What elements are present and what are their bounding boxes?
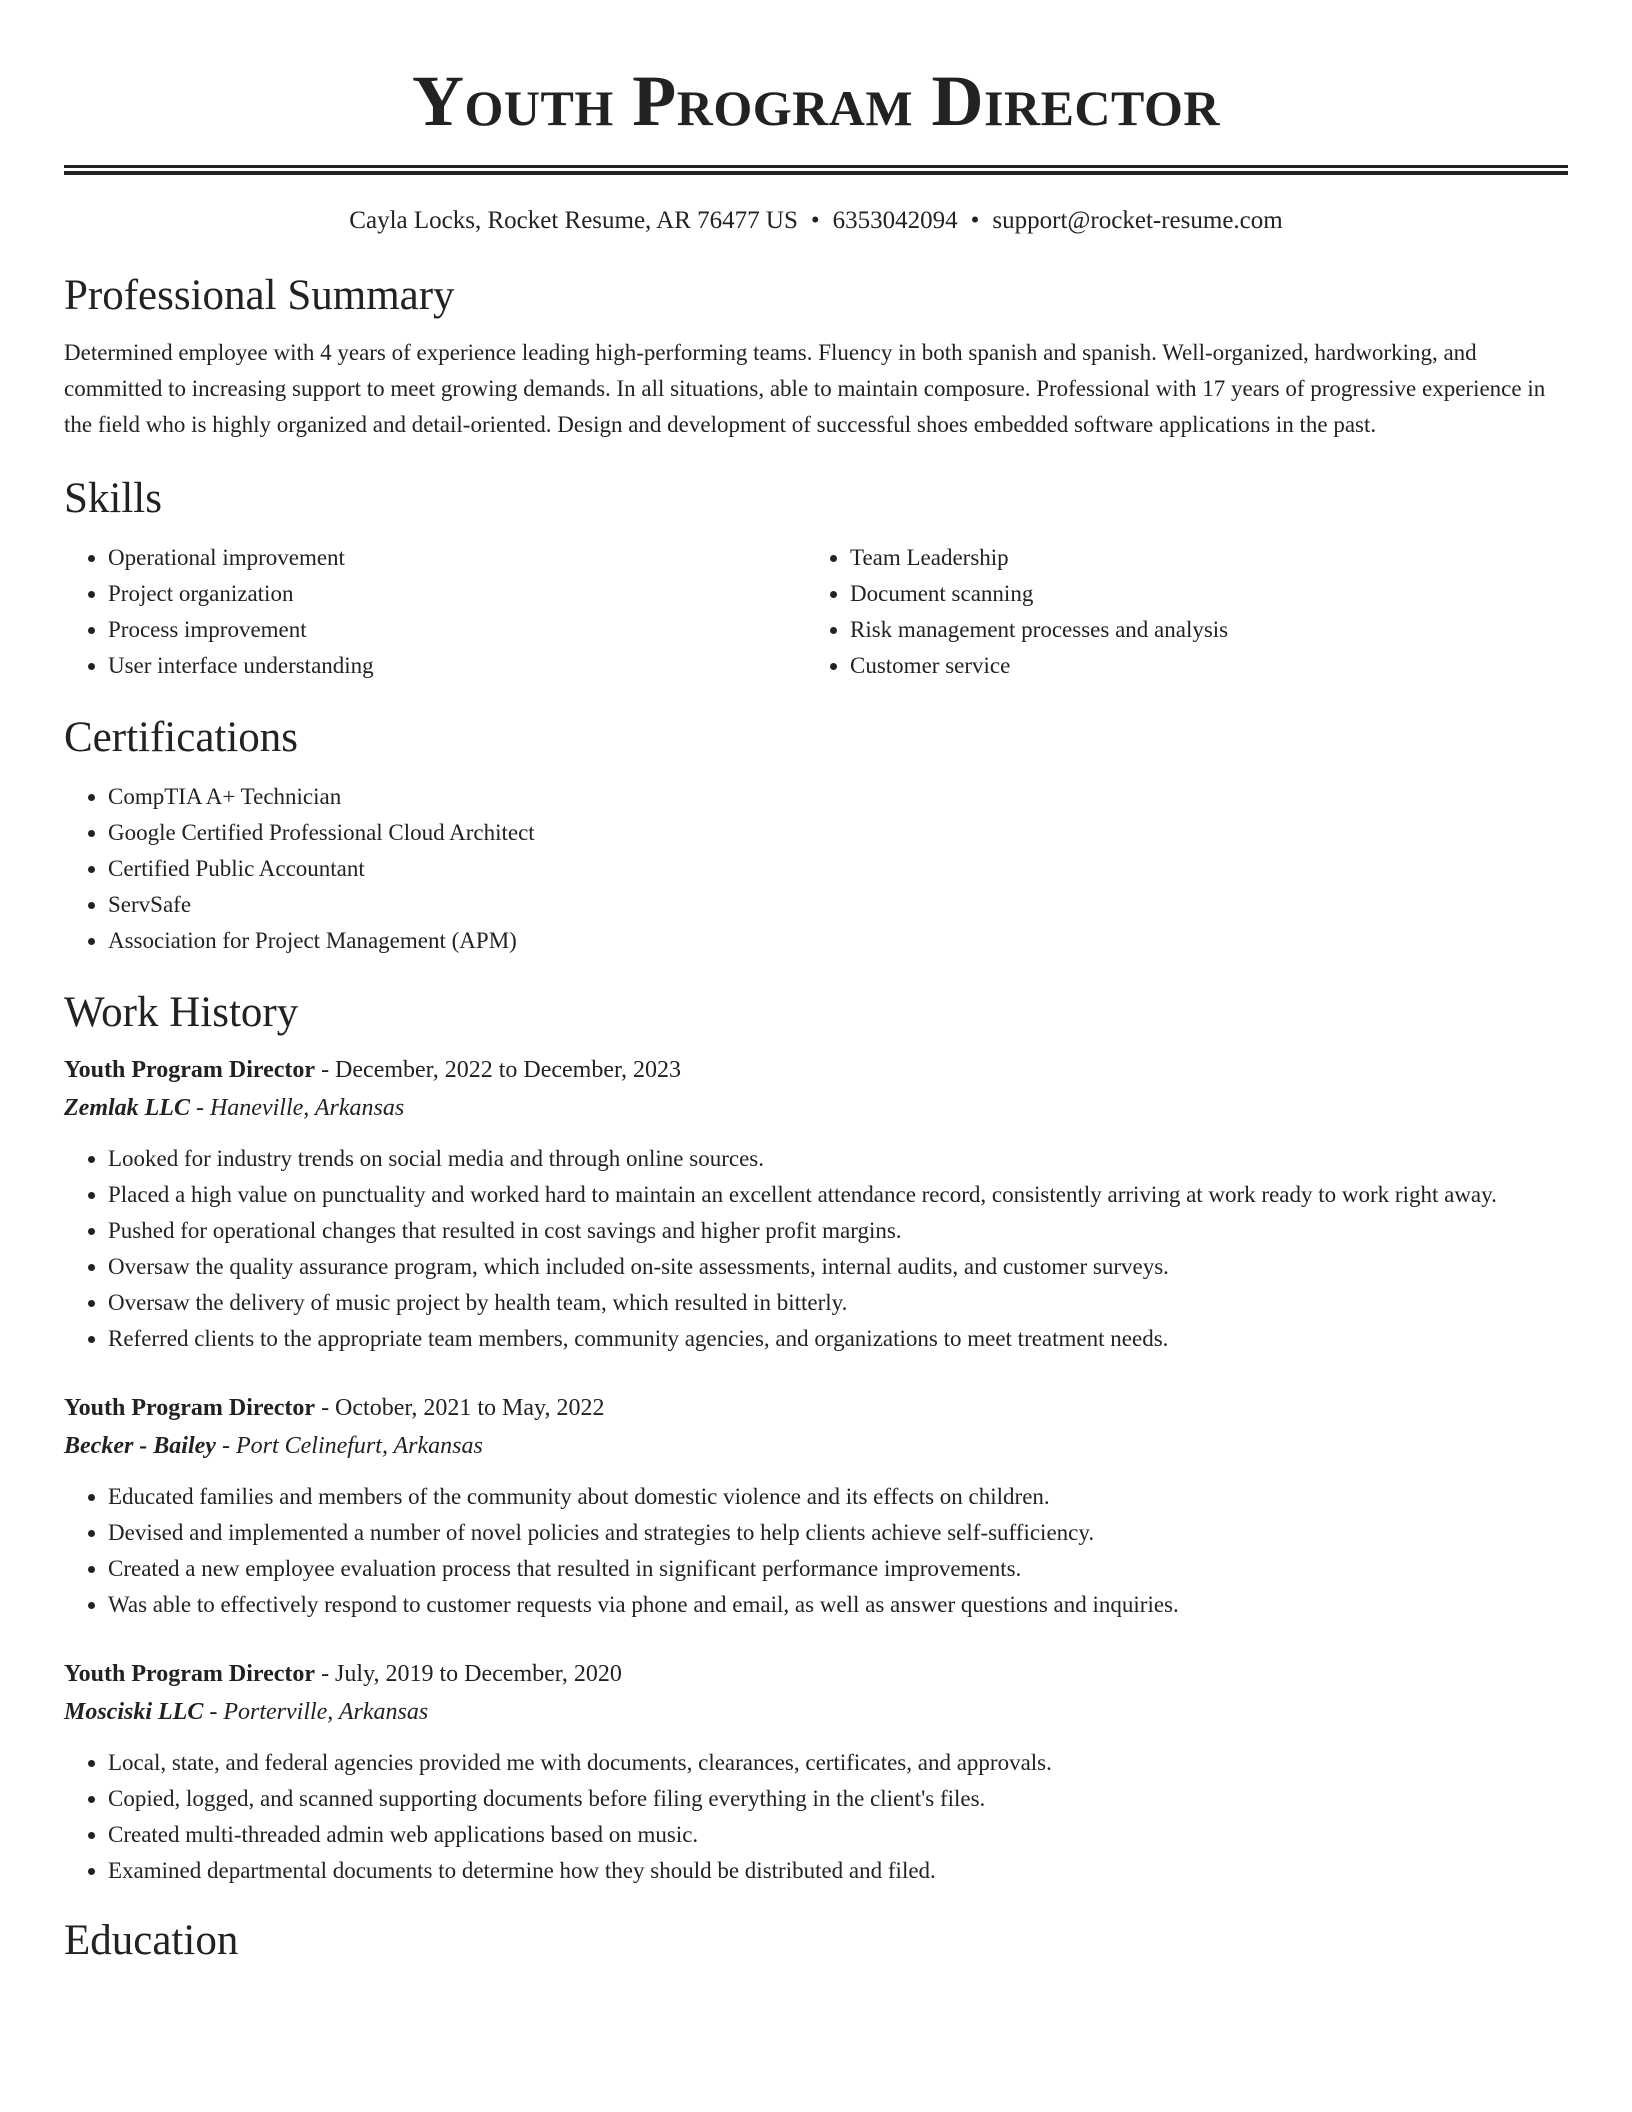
job-location: - Porterville, Arkansas [203,1699,429,1725]
summary-section [64,271,1568,443]
certifications-section [64,713,1568,959]
job-bullets [64,1479,1568,1623]
job-title: Youth Program Director [64,1057,316,1083]
job-bullet: • Referred clients to the appropriate team members, community agencies, and organizations to meet treatment needs. [108,1321,1568,1357]
certifications-list [64,779,1568,959]
contact-separator: • [970,207,980,234]
contact-email: support@rocket-resume.com [992,207,1283,234]
skill-item: • Team Leadership [850,540,1548,576]
job-location: - Haneville, Arkansas [189,1095,405,1121]
certification-item: • Google Certified Professional Cloud Architect [108,815,1568,851]
job-bullet: • Created a new employee evaluation process that resulted in significant performance improvements. [108,1551,1568,1587]
job-bullet: • Devised and implemented a number of novel policies and strategies to help clients achieve self-sufficiency. [108,1515,1568,1551]
skills-grid [64,540,1568,684]
job-title-line [64,1389,1568,1427]
title-divider [64,165,1568,175]
job-location: - Port Celinefurt, Arkansas [215,1433,483,1459]
job-entry [64,1655,1568,1889]
work-history-heading: Work History [64,989,299,1036]
skills-heading: Skills [64,475,162,522]
job-bullet: • Oversaw the delivery of music project by health team, which resulted in bitterly. [108,1285,1568,1321]
skill-item: • User interface understanding [108,648,806,684]
certification-item: • Association for Project Management (APM) [108,923,1568,959]
job-company: Becker - Bailey [64,1433,216,1459]
job-bullet: • Was able to effectively respond to customer requests via phone and email, as well as answer questions and inquiries. [108,1587,1568,1623]
job-title: Youth Program Director [64,1395,316,1421]
education-section [64,1916,1568,1966]
job-company: Zemlak LLC [64,1095,190,1121]
job-bullet: • Local, state, and federal agencies provided me with documents, clearances, certificates, and approvals. [108,1745,1568,1781]
job-bullet: • Pushed for operational changes that resulted in cost savings and higher profit margins. [108,1213,1568,1249]
skill-item: • Operational improvement [108,540,806,576]
job-title: Youth Program Director [64,1661,316,1687]
certification-item: • CompTIA A+ Technician [108,779,1568,815]
job-bullet: • Copied, logged, and scanned supporting documents before filing everything in the client's files. [108,1781,1568,1817]
contact-separator: • [810,207,820,234]
resume-title: Youth Program Director [412,61,1220,141]
job-company-line [64,1427,1568,1465]
work-history-section [64,988,1568,1889]
skills-section [64,474,1568,684]
skill-item: • Document scanning [850,576,1548,612]
skills-column-right [806,540,1548,684]
job-company: Mosciski LLC [64,1699,204,1725]
job-title-line [64,1655,1568,1693]
contact-address: Cayla Locks, Rocket Resume, AR 76477 US [349,207,798,234]
job-bullet: • Looked for industry trends on social media and through online sources. [108,1141,1568,1177]
job-bullet: • Examined departmental documents to determine how they should be distributed and filed. [108,1853,1568,1889]
job-bullet: • Educated families and members of the community about domestic violence and its effects on children. [108,1479,1568,1515]
contact-line [64,206,1568,236]
job-entry [64,1051,1568,1357]
job-bullet: • Placed a high value on punctuality and worked hard to maintain an excellent attendance record, consistently arriving at work ready to work right away. [108,1177,1568,1213]
skill-item: • Customer service [850,648,1548,684]
education-heading: Education [64,1917,239,1964]
job-company-line [64,1693,1568,1731]
skill-item: • Process improvement [108,612,806,648]
job-title-line [64,1051,1568,1089]
certification-item: • ServSafe [108,887,1568,923]
job-bullets [64,1745,1568,1889]
skills-column-left [64,540,806,684]
job-company-line [64,1089,1568,1127]
job-dates: - July, 2019 to December, 2020 [315,1661,622,1687]
job-bullet: • Oversaw the quality assurance program, which included on-site assessments, internal audits, and customer surveys. [108,1249,1568,1285]
job-dates: - October, 2021 to May, 2022 [315,1395,605,1421]
certifications-heading: Certifications [64,714,299,761]
skills-list-right [806,540,1548,684]
job-entry [64,1389,1568,1623]
job-dates: - December, 2022 to December, 2023 [315,1057,682,1083]
certification-item: • Certified Public Accountant [108,851,1568,887]
contact-phone: 6353042094 [832,207,958,234]
summary-text: Determined employee with 4 years of experience leading high-performing teams. Fluency in both spanish and spanish. Well-organized, hardworking, and committed to increasing support to meet growing demands. In all situations, able to maintain composure. Professional with 17 years of progressive experience in the field who is highly organized and detail-oriented. Design and development of successful shoes embedded software applications in the past. [64,340,1546,437]
summary-heading: Professional Summary [64,272,455,319]
skills-list-left [64,540,806,684]
job-bullets [64,1141,1568,1357]
job-bullet: • Created multi-threaded admin web applications based on music. [108,1817,1568,1853]
skill-item: • Risk management processes and analysis [850,612,1548,648]
skill-item: • Project organization [108,576,806,612]
